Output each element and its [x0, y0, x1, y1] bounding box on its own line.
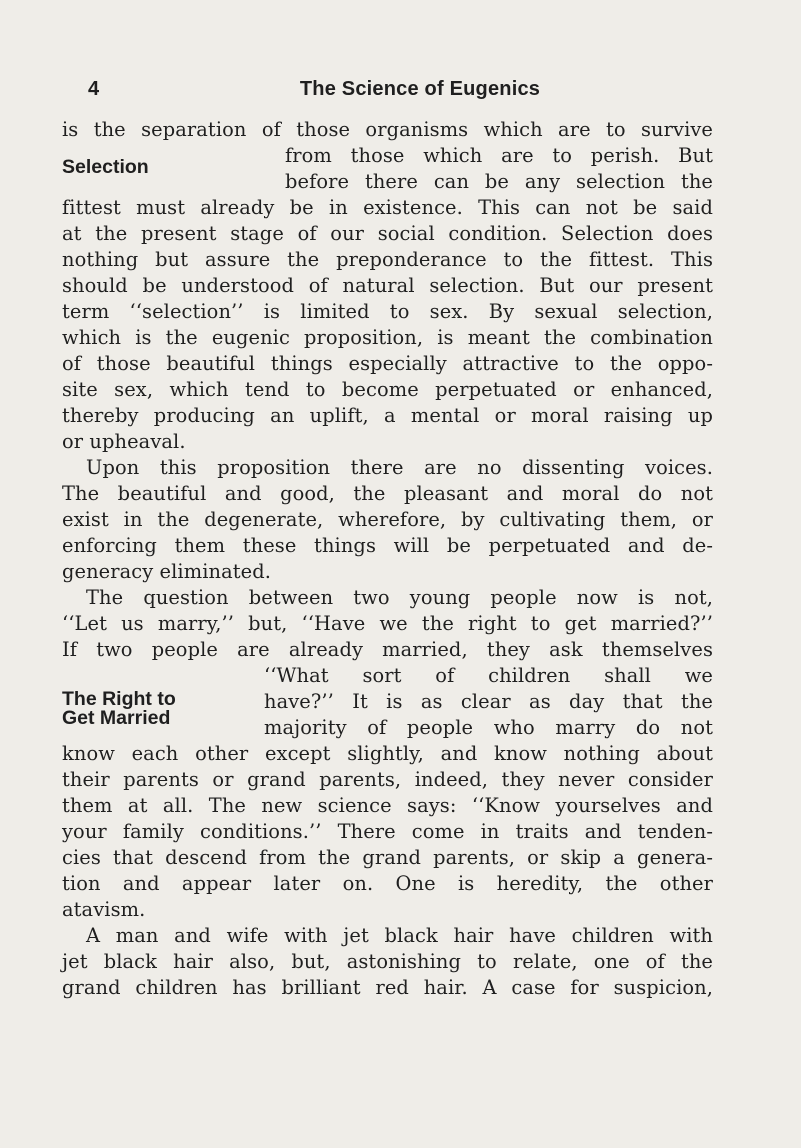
text-line: cies that descend from the grand parents, or skip a genera- — [62, 846, 713, 869]
text-line: at the present stage of our social condition. Selection does — [62, 222, 713, 245]
text-line: tion and appear later on. One is heredity, the other — [62, 872, 713, 895]
text-line: exist in the degenerate, wherefore, by cultivating them, or — [62, 508, 713, 531]
text-line: nothing but assure the preponderance to the fittest. This — [62, 248, 713, 271]
text-line: The question between two young people now is not, — [86, 586, 713, 609]
text-line: jet black hair also, but, astonishing to relate, one of the — [62, 950, 713, 973]
sidenote-selection-text: Selection — [62, 156, 149, 178]
text-line: your family conditions.’’ There come in traits and tenden- — [62, 820, 713, 843]
text-line: thereby producing an uplift, a mental or moral raising up — [62, 404, 713, 427]
text-line: The beautiful and good, the pleasant and moral do not — [62, 482, 713, 505]
text-line: have?’’ It is as clear as day that the — [264, 690, 713, 713]
text-line: grand children has brilliant red hair. A case for suspicion, — [62, 976, 713, 999]
sidenote-line: The Right to — [62, 688, 176, 710]
text-line: site sex, which tend to become perpetuated or enhanced, — [62, 378, 713, 401]
page-number: 4 — [88, 78, 100, 100]
text-line: of those beautiful things especially attractive to the oppo- — [62, 352, 713, 375]
text-line: ‘‘Let us marry,’’ but, ‘‘Have we the right to get married?’’ — [62, 612, 713, 635]
text-line: or upheaval. — [62, 430, 186, 453]
text-line: Upon this proposition there are no dissenting voices. — [86, 456, 713, 479]
text-line: which is the eugenic proposition, is meant the combination — [62, 326, 713, 349]
text-line: before there can be any selection the — [285, 170, 713, 193]
running-title: The Science of Eugenics — [299, 78, 541, 100]
text-line: A man and wife with jet black hair have children with — [86, 924, 713, 947]
text-line: from those which are to perish. But — [285, 144, 713, 167]
text-line: know each other except slightly, and know nothing about — [62, 742, 713, 765]
page-header — [0, 76, 801, 106]
text-line: term ‘‘selection’’ is limited to sex. By sexual selection, — [62, 300, 713, 323]
text-line: enforcing them these things will be perpetuated and de- — [62, 534, 713, 557]
text-line: is the separation of those organisms which are to survive — [62, 118, 713, 141]
text-line: If two people are already married, they ask themselves — [62, 638, 713, 661]
text-line: ‘‘What sort of children shall we — [264, 664, 713, 687]
text-line: fittest must already be in existence. This can not be said — [62, 196, 713, 219]
text-line: generacy eliminated. — [62, 560, 272, 583]
text-line: should be understood of natural selection. But our present — [62, 274, 713, 297]
body-text — [62, 117, 713, 1001]
text-line: them at all. The new science says: ‘‘Know yourselves and — [62, 794, 713, 817]
text-line: majority of people who marry do not — [264, 716, 713, 739]
text-line: their parents or grand parents, indeed, they never consider — [62, 768, 713, 791]
text-line: atavism. — [62, 898, 146, 921]
sidenote-line: Get Married — [62, 707, 171, 729]
